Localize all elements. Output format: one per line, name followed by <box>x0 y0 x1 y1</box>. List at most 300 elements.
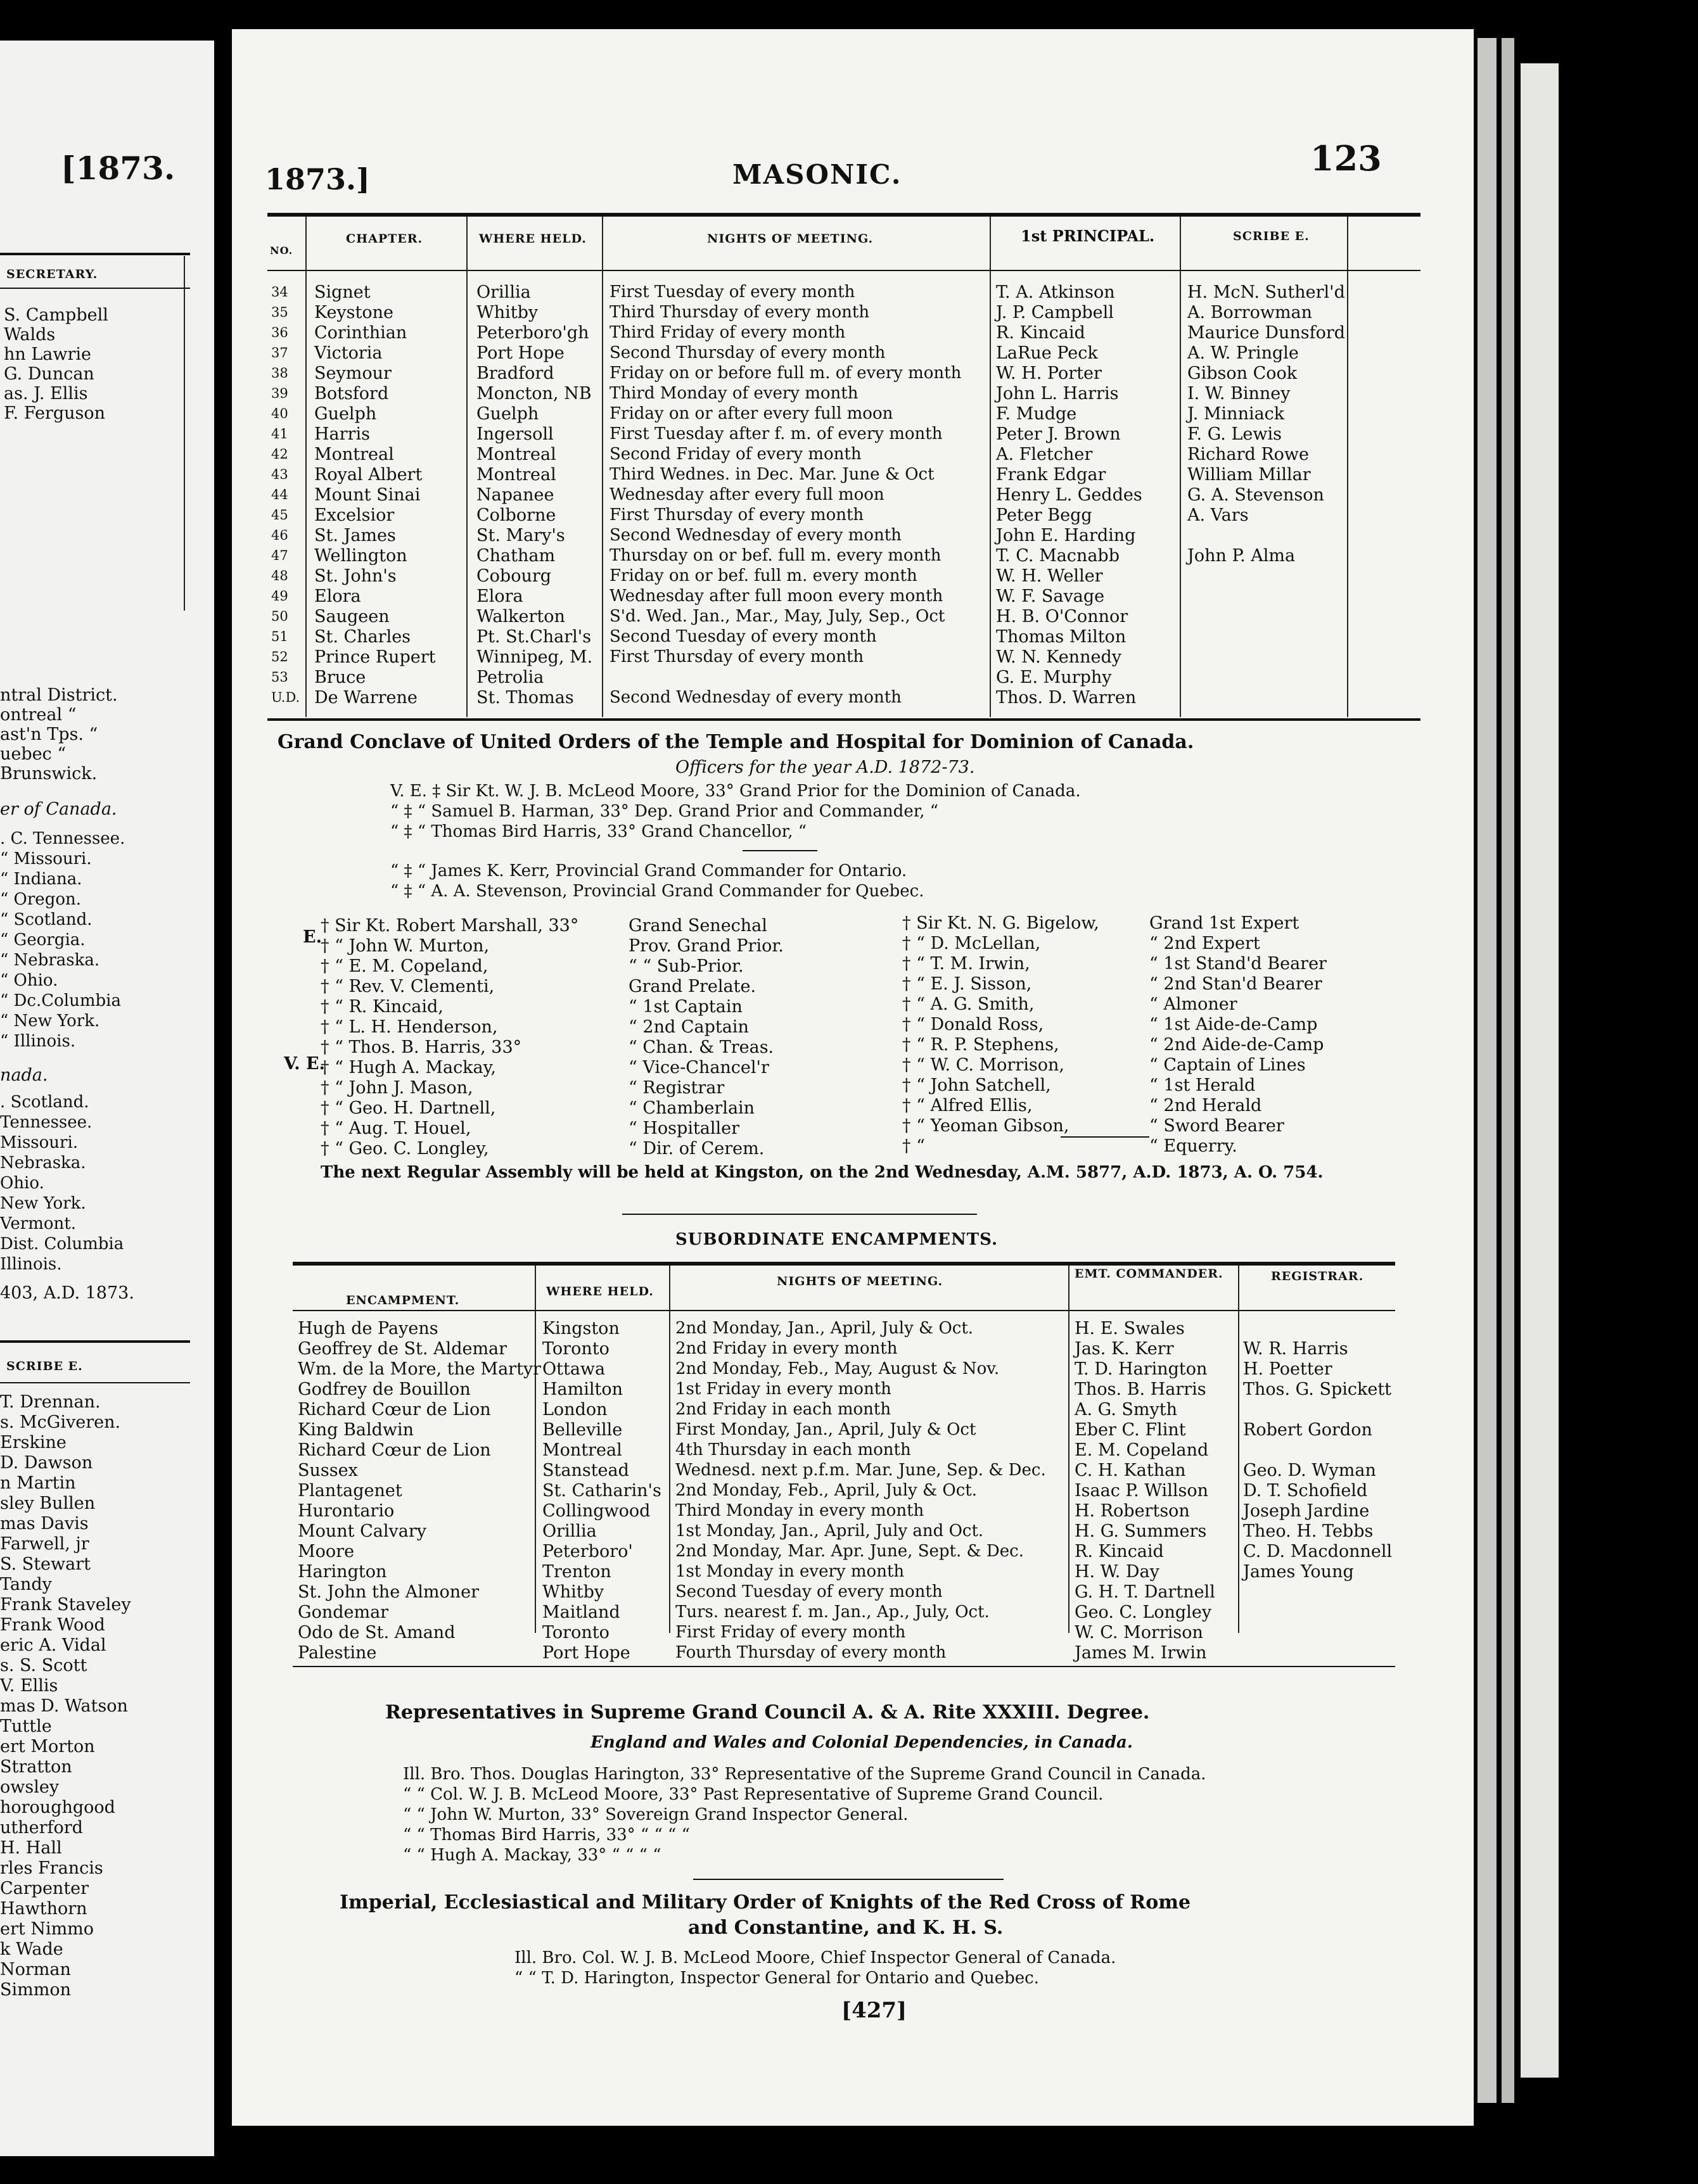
chapters-cell-col3: Third Friday of every month <box>610 323 846 342</box>
officer-left-title: Grand Senechal <box>629 916 767 936</box>
chapters-cell-col3: Wednesday after full moon every month <box>610 587 943 606</box>
encampment-cell-col1: Collingwood <box>542 1501 651 1521</box>
left-canada1-item: “ Georgia. <box>0 930 86 949</box>
chapters-cell-col5: Gibson Cook <box>1187 364 1298 383</box>
left-canada2-item: Vermont. <box>0 1214 76 1233</box>
chapters-cell-col2: Montreal <box>476 445 556 464</box>
encampment-cell-col4: Robert Gordon <box>1243 1420 1372 1440</box>
officer-left-name: † “ E. M. Copeland, <box>321 956 488 976</box>
officer-right-name: † “ <box>902 1136 925 1156</box>
left-secretary: G. Duncan <box>4 364 94 384</box>
officer-left-name: † Sir Kt. Robert Marshall, 33° <box>321 916 579 936</box>
encampment-cell-col3: H. Robertson <box>1075 1501 1190 1521</box>
rank-e: E. <box>303 927 322 947</box>
main-page <box>232 29 1474 2126</box>
officer-right-name: † “ A. G. Smith, <box>902 994 1035 1014</box>
encampment-cell-col1: Peterboro' <box>542 1542 633 1561</box>
chapters-cell-col1: Corinthian <box>314 323 407 343</box>
encampment-cell-col2: 4th Thursday in each month <box>675 1440 911 1459</box>
chapters-cell-col0: 38 <box>271 365 288 381</box>
left-scribe: H. Hall <box>0 1838 62 1858</box>
chapters-cell-col1: Saugeen <box>314 607 390 626</box>
chapters-cell-col5: H. McN. Sutherl'd <box>1187 283 1345 302</box>
encampment-cell-col4: Geo. D. Wyman <box>1243 1461 1376 1480</box>
chapters-col-principal: 1st PRINCIPAL. <box>1021 227 1155 245</box>
conclave-top-officer: “ ‡ “ Thomas Bird Harris, 33° Grand Chancellor, “ <box>390 822 807 841</box>
officer-left-title: “ Chan. & Treas. <box>629 1038 774 1057</box>
left-scribe: Frank Wood <box>0 1615 105 1635</box>
encampment-cell-col2: 1st Monday, Jan., April, July and Oct. <box>675 1521 984 1540</box>
encampment-cell-col3: Eber C. Flint <box>1075 1420 1186 1440</box>
encampment-cell-col1: Ottawa <box>542 1359 606 1379</box>
left-district: Brunswick. <box>0 764 98 784</box>
encampment-cell-col1: St. Catharin's <box>542 1481 661 1501</box>
officer-left-name: † “ Thos. B. Harris, 33° <box>321 1038 522 1057</box>
header-year: 1873.] <box>265 162 370 196</box>
left-canada2-item: . Scotland. <box>0 1093 89 1112</box>
officer-left-title: “ 1st Captain <box>629 997 743 1017</box>
encampment-cell-col3: A. G. Smyth <box>1075 1400 1178 1419</box>
left-district: ast'n Tps. “ <box>0 725 98 744</box>
officer-left-title: “ Vice-Chancel'r <box>629 1058 769 1077</box>
chapters-cell-col2: Montreal <box>476 465 556 485</box>
chapters-cell-col4: W. H. Porter <box>996 364 1102 383</box>
chapters-cell-col5: A. Vars <box>1187 505 1249 525</box>
left-scribe: T. Drennan. <box>0 1392 101 1412</box>
left-scribe: n Martin <box>0 1473 76 1493</box>
chapters-cell-col0: U.D. <box>271 690 300 705</box>
chapters-cell-col4: F. Mudge <box>996 404 1077 424</box>
encampment-cell-col3: Jas. K. Kerr <box>1075 1339 1174 1359</box>
encampment-cell-col4: James Young <box>1243 1562 1354 1582</box>
left-canada1-item: “ Nebraska. <box>0 951 100 970</box>
encampment-cell-col3: C. H. Kathan <box>1075 1461 1186 1480</box>
encampment-cell-col2: 2nd Monday, Jan., April, July & Oct. <box>675 1319 974 1338</box>
officer-left-name: † “ R. Kincaid, <box>321 997 444 1017</box>
chapters-cell-col2: Pt. St.Charl's <box>476 627 592 647</box>
left-canada1-list <box>0 829 125 1051</box>
officer-left-name: † “ Geo. H. Dartnell, <box>321 1098 496 1118</box>
chapters-cell-col0: 47 <box>271 548 288 563</box>
left-scribe: owsley <box>0 1777 60 1797</box>
chapters-cell-col0: 50 <box>271 609 288 624</box>
encampment-cell-col1: Trenton <box>542 1562 611 1582</box>
left-canada2-item: Dist. Columbia <box>0 1235 124 1254</box>
chapters-cell-col0: 52 <box>271 649 288 664</box>
encampment-cell-col0: Geoffrey de St. Aldemar <box>298 1339 507 1359</box>
encampment-cell-col4: D. T. Schofield <box>1243 1481 1368 1501</box>
encampment-cell-col4: C. D. Macdonnell <box>1243 1542 1393 1561</box>
left-scribe: rles Francis <box>0 1858 103 1878</box>
chapters-cell-col2: Port Hope <box>476 343 565 363</box>
encampment-cell-col0: Odo de St. Amand <box>298 1623 456 1642</box>
left-secretary: F. Ferguson <box>4 403 106 423</box>
chapters-cell-col1: Bruce <box>314 668 366 687</box>
left-scribe: Carpenter <box>0 1879 89 1898</box>
officer-left-title: “ Dir. of Cerem. <box>629 1139 765 1159</box>
encampment-cell-col2: First Monday, Jan., April, July & Oct <box>675 1420 976 1439</box>
chapters-cell-col4: Thos. D. Warren <box>996 688 1137 708</box>
chapters-cell-col2: Cobourg <box>476 566 552 586</box>
footer-folio: [427] <box>841 1998 907 2023</box>
chapters-col-no: NO. <box>270 244 293 257</box>
representative-line: “ “ Col. W. J. B. McLeod Moore, 33° Past Representative of Supreme Grand Council. <box>403 1785 1104 1804</box>
encampment-cell-col3: Thos. B. Harris <box>1075 1380 1206 1399</box>
encampment-cell-col4: Joseph Jardine <box>1243 1501 1370 1521</box>
left-canada2-item: Missouri. <box>0 1133 79 1152</box>
chapters-cell-col1: St. James <box>314 526 396 545</box>
chapters-cell-col4: W. H. Weller <box>996 566 1103 586</box>
conclave-title: Grand Conclave of United Orders of the Temple and Hospital for Dominion of Canada. <box>278 731 1194 753</box>
encampment-cell-col0: King Baldwin <box>298 1420 414 1440</box>
left-scribe: sley Bullen <box>0 1494 96 1513</box>
rank-ve: V. E. <box>284 1054 326 1074</box>
officer-right-title: “ 2nd Expert <box>1149 934 1260 953</box>
encampment-cell-col2: Fourth Thursday of every month <box>675 1643 947 1662</box>
chapters-cell-col1: Harris <box>314 424 370 444</box>
encampment-cell-col0: Richard Cœur de Lion <box>298 1440 491 1460</box>
officer-left-name: † “ L. H. Henderson, <box>321 1017 498 1037</box>
encampment-cell-col2: 2nd Monday, Feb., April, July & Oct. <box>675 1481 978 1500</box>
left-scribe: D. Dawson <box>0 1453 93 1473</box>
encampment-cell-col0: Richard Cœur de Lion <box>298 1400 491 1419</box>
chapters-cell-col3: First Tuesday after f. m. of every month <box>610 424 943 443</box>
chapters-cell-col3: Second Friday of every month <box>610 445 862 464</box>
officer-right-title: “ 1st Aide-de-Camp <box>1149 1015 1318 1034</box>
encampment-cell-col2: 2nd Monday, Feb., May, August & Nov. <box>675 1359 1000 1378</box>
left-secretary: Walds <box>4 325 56 345</box>
chapters-cell-col0: 42 <box>271 447 288 462</box>
chapters-cell-col2: Ingersoll <box>476 424 554 444</box>
chapters-cell-col1: Guelph <box>314 404 377 424</box>
chapters-cell-col2: Whitby <box>476 303 539 322</box>
chapters-cell-col3: Second Thursday of every month <box>610 343 886 362</box>
chapters-cell-col1: St. Charles <box>314 627 411 647</box>
officer-right-title: “ Almoner <box>1149 994 1237 1014</box>
chapters-cell-col3: Friday on or bef. full m. every month <box>610 566 917 585</box>
left-scribe: horoughgood <box>0 1798 115 1817</box>
header-page-number: 123 <box>1310 138 1382 179</box>
chapters-cell-col3: Friday on or after every full moon <box>610 404 893 423</box>
left-canada1-item: . C. Tennessee. <box>0 829 125 848</box>
officer-left-name: † “ Aug. T. Houel, <box>321 1119 471 1138</box>
left-secretary: S. Campbell <box>4 305 108 325</box>
officer-right-name: † “ Alfred Ellis, <box>902 1096 1033 1115</box>
officer-right-title: “ Captain of Lines <box>1149 1055 1306 1075</box>
chapters-cell-col5: A. Borrowman <box>1187 303 1313 322</box>
encampment-cell-col1: Whitby <box>542 1582 604 1602</box>
encampment-cell-col3: Isaac P. Willson <box>1075 1481 1208 1501</box>
chapters-cell-col2: Winnipeg, M. <box>476 647 593 667</box>
officer-left-title: Prov. Grand Prior. <box>629 936 784 956</box>
chapters-cell-col1: Botsford <box>314 384 389 403</box>
chapters-cell-col3: Wednesday after every full moon <box>610 485 884 504</box>
encampment-cell-col3: H. W. Day <box>1075 1562 1159 1582</box>
chapters-cell-col0: 53 <box>271 670 288 685</box>
left-district: ntral District. <box>0 685 118 705</box>
encampment-cell-col2: Third Monday in every month <box>675 1501 924 1520</box>
left-scribe: Erskine <box>0 1433 67 1452</box>
chapters-cell-col4: G. E. Murphy <box>996 668 1112 687</box>
chapters-cell-col4: W. F. Savage <box>996 587 1105 606</box>
chapters-cell-col0: 40 <box>271 406 288 421</box>
chapters-cell-col3: Second Wednesday of every month <box>610 526 902 545</box>
red-cross-title-2: and Constantine, and K. H. S. <box>688 1917 1004 1939</box>
chapters-cell-col2: Petrolia <box>476 668 544 687</box>
chapters-cell-col4: Peter Begg <box>996 505 1092 525</box>
encampment-cell-col4: Theo. H. Tebbs <box>1243 1521 1374 1541</box>
encampment-cell-col2: First Friday of every month <box>675 1623 906 1642</box>
chapters-cell-col5: William Millar <box>1187 465 1311 485</box>
encampment-cell-col3: Geo. C. Longley <box>1075 1603 1212 1622</box>
encampment-cell-col0: St. John the Almoner <box>298 1582 480 1602</box>
officer-right-title: “ 1st Stand'd Bearer <box>1149 954 1327 974</box>
chapters-cell-col1: De Warrene <box>314 688 418 708</box>
officer-right-title: Grand 1st Expert <box>1149 913 1299 933</box>
chapters-cell-col3: First Thursday of every month <box>610 647 864 666</box>
chapters-cell-col4: J. P. Campbell <box>996 303 1114 322</box>
officer-left-name: † “ Hugh A. Mackay, <box>321 1058 496 1077</box>
chapters-cell-col2: Orillia <box>476 283 531 302</box>
chapters-cell-col4: Frank Edgar <box>996 465 1106 485</box>
encampment-cell-col3: H. E. Swales <box>1075 1319 1185 1338</box>
conclave-top-officer: “ ‡ “ Samuel B. Harman, 33° Dep. Grand Prior and Commander, “ <box>390 802 939 821</box>
representatives-title: Representatives in Supreme Grand Council A. & A. Rite XXXIII. Degree. <box>385 1701 1150 1724</box>
officer-right-title: “ 2nd Aide-de-Camp <box>1149 1035 1324 1055</box>
chapters-cell-col2: Walkerton <box>476 607 565 626</box>
chapters-col-chapter: CHAPTER. <box>346 232 423 246</box>
chapters-cell-col0: 39 <box>271 386 288 401</box>
encampment-cell-col0: Wm. de la More, the Martyr <box>298 1359 542 1379</box>
encampment-cell-col1: Toronto <box>542 1339 610 1359</box>
encampment-cell-col1: Montreal <box>542 1440 622 1460</box>
chapters-cell-col3: Second Tuesday of every month <box>610 627 877 646</box>
representative-line: “ “ Thomas Bird Harris, 33° “ “ “ “ <box>403 1825 690 1844</box>
officer-left-title: “ Registrar <box>629 1078 725 1098</box>
chapters-cell-col5: G. A. Stevenson <box>1187 485 1324 505</box>
left-scribe: Simmon <box>0 1980 71 2000</box>
chapters-cell-col1: Prince Rupert <box>314 647 436 667</box>
chapters-cell-col1: St. John's <box>314 566 397 586</box>
chapters-cell-col1: Signet <box>314 283 371 302</box>
left-scribe: Hawthorn <box>0 1899 87 1919</box>
chapters-cell-col4: Thomas Milton <box>996 627 1127 647</box>
officer-left-name: † “ John W. Murton, <box>321 936 490 956</box>
officer-right-name: † “ Yeoman Gibson, <box>902 1116 1069 1136</box>
chapters-cell-col2: Chatham <box>476 546 556 566</box>
left-secretary: as. J. Ellis <box>4 384 88 403</box>
left-canada1-item: “ Oregon. <box>0 890 81 909</box>
chapters-cell-col2: Moncton, NB <box>476 384 592 403</box>
officer-right-name: † “ John Satchell, <box>902 1076 1051 1095</box>
left-canada2-title: nada. <box>0 1065 48 1085</box>
chapters-cell-col2: Guelph <box>476 404 539 424</box>
left-scribe: Stratton <box>0 1757 72 1777</box>
chapters-cell-col5: J. Minniack <box>1187 404 1285 424</box>
left-canada1-item: “ Illinois. <box>0 1032 76 1051</box>
chapters-cell-col0: 49 <box>271 588 288 604</box>
encampment-cell-col4: W. R. Harris <box>1243 1339 1348 1359</box>
chapters-cell-col0: 34 <box>271 284 288 300</box>
chapters-cell-col2: Bradford <box>476 364 554 383</box>
encampment-cell-col4: H. Poetter <box>1243 1359 1332 1379</box>
left-canada1-item: “ Missouri. <box>0 849 92 868</box>
chapters-cell-col0: 45 <box>271 507 288 523</box>
left-year: [1873. <box>61 149 176 187</box>
encampment-cell-col3: T. D. Harington <box>1075 1359 1208 1379</box>
chapters-cell-col1: Mount Sinai <box>314 485 421 505</box>
left-canada1-item: “ Dc.Columbia <box>0 991 121 1010</box>
encampment-cell-col0: Hurontario <box>298 1501 395 1521</box>
encampment-cell-col0: Hugh de Payens <box>298 1319 438 1338</box>
encampment-cell-col1: Kingston <box>542 1319 620 1338</box>
officer-left-name: † “ John J. Mason, <box>321 1078 473 1098</box>
chapters-cell-col3: Third Wednes. in Dec. Mar. June & Oct <box>610 465 935 484</box>
chapters-cell-col3: Third Monday of every month <box>610 384 859 403</box>
chapters-cell-col1: Montreal <box>314 445 394 464</box>
enc-col-encampment: ENCAMPMENT. <box>346 1293 460 1307</box>
encampment-cell-col2: Second Tuesday of every month <box>675 1582 943 1601</box>
chapters-cell-col0: 48 <box>271 568 288 583</box>
left-scribe: V. Ellis <box>0 1676 58 1696</box>
chapters-cell-col1: Royal Albert <box>314 465 423 485</box>
chapters-cell-col0: 51 <box>271 629 288 644</box>
officer-left-name: † “ Geo. C. Longley, <box>321 1139 489 1159</box>
encampment-cell-col2: 2nd Friday in each month <box>675 1400 891 1419</box>
red-cross-line: “ “ T. D. Harington, Inspector General for Ontario and Quebec. <box>514 1969 1039 1988</box>
encampment-cell-col0: Mount Calvary <box>298 1521 427 1541</box>
officer-right-title: “ Sword Bearer <box>1149 1116 1284 1136</box>
officer-left-title: “ Chamberlain <box>629 1098 755 1118</box>
left-canada1-title: er of Canada. <box>0 799 117 819</box>
encampment-cell-col3: James M. Irwin <box>1075 1643 1207 1663</box>
chapters-cell-col4: R. Kincaid <box>996 323 1085 343</box>
officer-left-title: “ Hospitaller <box>629 1119 740 1138</box>
officer-right-name: † “ E. J. Sisson, <box>902 974 1032 994</box>
chapters-cell-col5: Richard Rowe <box>1187 445 1310 464</box>
left-canada2-item: New York. <box>0 1194 86 1213</box>
left-scribe: Norman <box>0 1960 71 1979</box>
chapters-cell-col3: S'd. Wed. Jan., Mar., May, July, Sep., Oct <box>610 607 945 626</box>
left-scribe: s. McGiveren. <box>0 1413 121 1432</box>
chapters-cell-col0: 35 <box>271 305 288 320</box>
left-canada2-item: Nebraska. <box>0 1153 86 1172</box>
left-scribe: Frank Staveley <box>0 1595 131 1615</box>
chapters-cell-col5: F. G. Lewis <box>1187 424 1282 444</box>
encampment-cell-col2: Wednesd. next p.f.m. Mar. June, Sep. & Dec. <box>675 1461 1046 1480</box>
left-canada2-item: Ohio. <box>0 1174 44 1193</box>
encampment-cell-col0: Moore <box>298 1542 355 1561</box>
left-canada2-item: Illinois. <box>0 1255 62 1274</box>
left-scribe: eric A. Vidal <box>0 1635 106 1655</box>
officer-right-name: † “ D. McLellan, <box>902 934 1041 953</box>
chapters-cell-col4: T. C. Macnabb <box>996 546 1120 566</box>
left-scribe: k Wade <box>0 1940 63 1959</box>
left-canada2-list <box>0 1092 124 1274</box>
encampment-cell-col3: E. M. Copeland <box>1075 1440 1209 1460</box>
chapters-cell-col0: 43 <box>271 467 288 482</box>
chapters-cell-col4: H. B. O'Connor <box>996 607 1128 626</box>
header-title: MASONIC. <box>732 159 902 190</box>
left-canada2-item: Tennessee. <box>0 1113 93 1132</box>
officer-right-title: “ 1st Herald <box>1149 1076 1256 1095</box>
encampment-cell-col2: 2nd Monday, Mar. Apr. June, Sept. & Dec. <box>675 1542 1024 1561</box>
chapters-cell-col4: John E. Harding <box>996 526 1136 545</box>
enc-col-commander: EMT. COMMANDER. <box>1075 1267 1223 1281</box>
officer-right-name: † Sir Kt. N. G. Bigelow, <box>902 913 1099 933</box>
chapters-cell-col1: Wellington <box>314 546 407 566</box>
conclave-top-officer: V. E. ‡ Sir Kt. W. J. B. McLeod Moore, 33° Grand Prior for the Dominion of Canada. <box>390 782 1081 801</box>
left-canada1-item: “ New York. <box>0 1012 100 1031</box>
chapters-cell-col3: Friday on or before full m. of every month <box>610 364 962 383</box>
encampment-cell-col0: Godfrey de Bouillon <box>298 1380 471 1399</box>
chapters-cell-col2: Colborne <box>476 505 556 525</box>
left-scribe-header: SCRIBE E. <box>6 1359 83 1373</box>
encampment-cell-col0: Palestine <box>298 1643 377 1663</box>
left-scribe: s. S. Scott <box>0 1656 87 1675</box>
conclave-top-officer: “ ‡ “ A. A. Stevenson, Provincial Grand Commander for Quebec. <box>390 882 924 901</box>
chapters-cell-col4: John L. Harris <box>996 384 1119 403</box>
left-district: uebec “ <box>0 744 67 764</box>
conclave-top-officer: “ ‡ “ James K. Kerr, Provincial Grand Commander for Ontario. <box>390 861 907 880</box>
encampment-cell-col0: Gondemar <box>298 1603 389 1622</box>
chapters-cell-col2: St. Thomas <box>476 688 574 708</box>
encampment-cell-col1: Maitland <box>542 1603 620 1622</box>
chapters-col-nights: NIGHTS OF MEETING. <box>707 232 874 246</box>
left-scribe: ert Morton <box>0 1737 95 1756</box>
officer-right-name: † “ R. P. Stephens, <box>902 1035 1059 1055</box>
chapters-cell-col4: Peter J. Brown <box>996 424 1121 444</box>
officer-left-name: † “ Rev. V. Clementi, <box>321 977 495 996</box>
left-scribe: utherford <box>0 1818 83 1838</box>
enc-col-registrar: REGISTRAR. <box>1271 1269 1364 1283</box>
red-cross-title-1: Imperial, Ecclesiastical and Military Order of Knights of the Red Cross of Rome <box>340 1891 1191 1914</box>
left-scribe: S. Stewart <box>0 1554 91 1574</box>
encampment-cell-col2: 2nd Friday in every month <box>675 1339 898 1358</box>
chapters-cell-col4: T. A. Atkinson <box>996 283 1115 302</box>
chapters-cell-col4: W. N. Kennedy <box>996 647 1121 667</box>
chapters-cell-col0: 44 <box>271 487 288 502</box>
enc-col-where: WHERE HELD. <box>546 1285 654 1298</box>
left-canada1-item: “ Indiana. <box>0 870 82 889</box>
chapters-cell-col5: I. W. Binney <box>1187 384 1291 403</box>
left-district: ontreal “ <box>0 705 77 725</box>
officer-left-title: “ “ Sub-Prior. <box>629 956 744 976</box>
encampment-cell-col4: Thos. G. Spickett <box>1243 1380 1392 1399</box>
left-secretaries-list <box>4 305 108 423</box>
left-scribe: Farwell, jr <box>0 1534 89 1554</box>
conclave-subtitle: Officers for the year A.D. 1872-73. <box>675 758 975 777</box>
chapters-col-where: WHERE HELD. <box>479 232 587 246</box>
officer-right-title: “ Equerry. <box>1149 1136 1237 1156</box>
chapters-cell-col5: Maurice Dunsford <box>1187 323 1346 343</box>
left-districts-list <box>0 685 118 784</box>
encampment-cell-col1: London <box>542 1400 608 1419</box>
officer-right-name: † “ Donald Ross, <box>902 1015 1044 1034</box>
left-secretary: hn Lawrie <box>4 345 92 364</box>
encampment-cell-col0: Harington <box>298 1562 387 1582</box>
next-assembly: The next Regular Assembly will be held at Kingston, on the 2nd Wednesday, A.M. 5877, A.D. 1873, A. O. 754. <box>321 1163 1324 1182</box>
chapters-cell-col0: 46 <box>271 528 288 543</box>
chapters-cell-col3: Third Thursday of every month <box>610 303 870 322</box>
chapters-cell-col1: Keystone <box>314 303 394 322</box>
encampment-cell-col2: Turs. nearest f. m. Jan., Ap., July, Oct. <box>675 1603 990 1622</box>
representative-line: “ “ Hugh A. Mackay, 33° “ “ “ “ <box>403 1846 661 1865</box>
chapters-cell-col4: A. Fletcher <box>996 445 1093 464</box>
chapters-cell-col3: Second Wednesday of every month <box>610 688 902 707</box>
officer-left-title: Grand Prelate. <box>629 977 756 996</box>
chapters-cell-col0: 41 <box>271 426 288 441</box>
